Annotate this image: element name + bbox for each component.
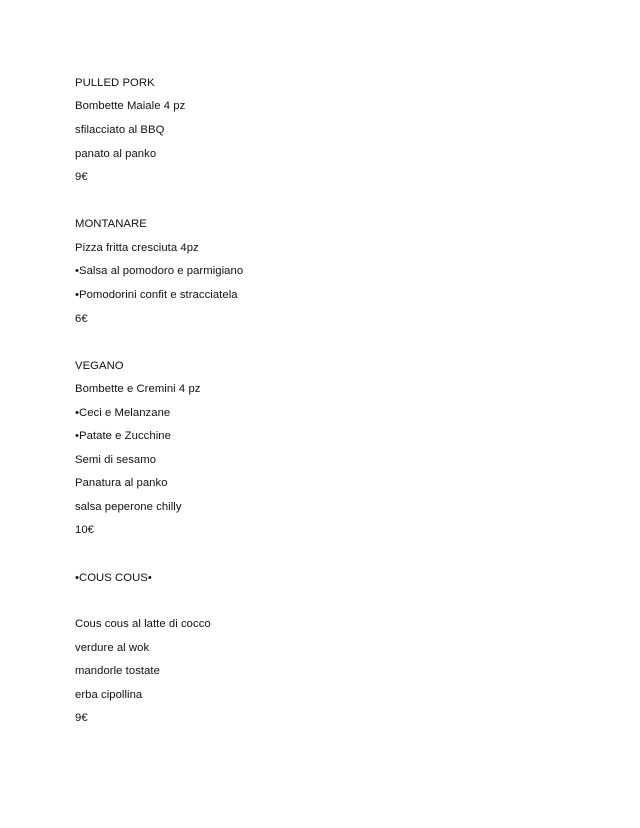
menu-line: mandorle tostate: [75, 665, 160, 677]
menu-line: Bombette Maiale 4 pz: [75, 100, 186, 112]
section-title-cous-cous: •COUS COUS•: [75, 572, 152, 584]
menu-line: Pizza fritta cresciuta 4pz: [75, 242, 199, 254]
menu-line: •Salsa al pomodoro e parmigiano: [75, 265, 244, 277]
price-cous-cous: 9€: [75, 712, 88, 724]
section-title-pulled-pork: PULLED PORK: [75, 77, 155, 89]
price-vegano: 10€: [75, 524, 94, 536]
menu-line: salsa peperone chilly: [75, 501, 182, 513]
menu-line: Panatura al panko: [75, 477, 168, 489]
menu-line: •Ceci e Melanzane: [75, 407, 171, 419]
menu-line: Semi di sesamo: [75, 454, 157, 466]
menu-line: panato al panko: [75, 148, 157, 160]
menu-line: verdure al wok: [75, 642, 150, 654]
menu-line: Cous cous al latte di cocco: [75, 618, 211, 630]
menu-line: sfilacciato al BBQ: [75, 124, 165, 136]
menu-line: •Patate e Zucchine: [75, 430, 171, 442]
section-title-vegano: VEGANO: [75, 360, 124, 372]
price-pulled-pork: 9€: [75, 171, 88, 183]
menu-line: Bombette e Cremini 4 pz: [75, 383, 201, 395]
section-title-montanare: MONTANARE: [75, 218, 147, 230]
menu-line: erba cipollina: [75, 689, 143, 701]
menu-line: •Pomodorini confit e stracciatela: [75, 289, 238, 301]
price-montanare: 6€: [75, 313, 88, 325]
